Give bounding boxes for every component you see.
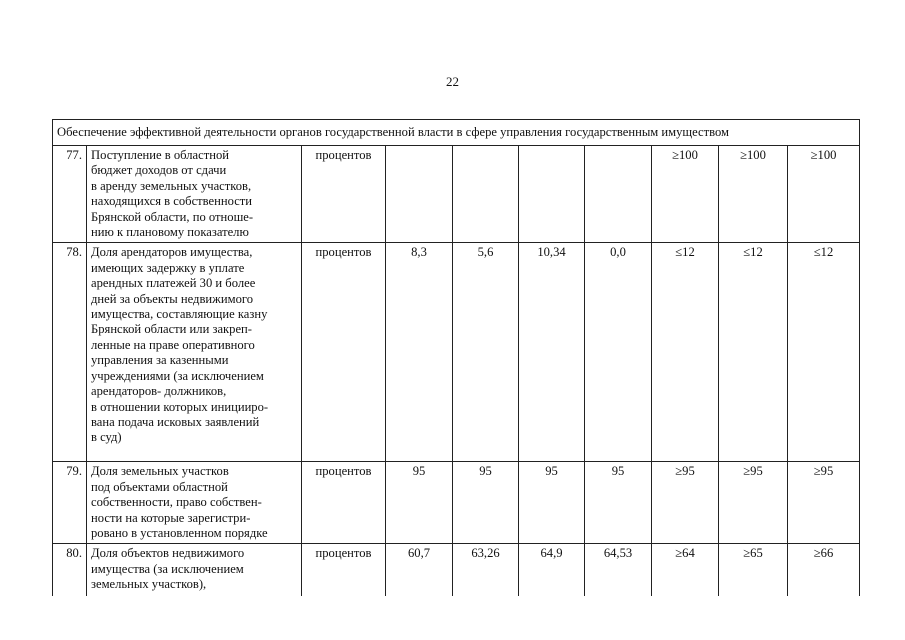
page-number: 22 [446, 74, 459, 89]
indicator-line: земельных участков), [91, 577, 207, 592]
unit-cell: процентов [302, 243, 386, 462]
section-header-row [53, 120, 860, 146]
value-cell: ≤12 [719, 243, 788, 462]
indicator-line: Доля земельных участков [91, 464, 229, 479]
indicator-line: собственности, право собствен- [91, 495, 262, 510]
value-cell: 95 [585, 462, 652, 544]
indicator-line: учреждениями (за исключением [91, 368, 264, 383]
indicator-line: Доля объектов недвижимого [91, 546, 245, 561]
value-cell: ≤12 [652, 243, 719, 462]
indicator-line: имущества, составляющие казну [91, 307, 268, 322]
value-cell: ≥66 [788, 544, 860, 597]
indicator-line: в аренду земельных участков, [91, 178, 252, 193]
indicator-line: управления за казенными [91, 353, 229, 368]
row-number: 78. [53, 243, 87, 462]
value-cell: 10,34 [519, 243, 585, 462]
indicator-line: Брянской области, по отноше- [91, 209, 254, 224]
value-cell: ≤12 [788, 243, 860, 462]
indicator-line: находящихся в собственности [91, 194, 253, 209]
table-row [53, 243, 860, 462]
indicator-line: под объектами областной [91, 479, 228, 494]
unit-cell: процентов [302, 544, 386, 597]
value-cell: 95 [519, 462, 585, 544]
indicator-line: дней за объекты недвижимого [91, 291, 254, 306]
value-cell: 8,3 [386, 243, 453, 462]
indicator-cell [87, 243, 302, 462]
value-cell: ≥95 [652, 462, 719, 544]
value-cell: ≥95 [719, 462, 788, 544]
value-cell: 95 [453, 462, 519, 544]
value-cell: ≥100 [719, 146, 788, 243]
value-cell: 0,0 [585, 243, 652, 462]
value-cell: ≥64 [652, 544, 719, 597]
indicator-line: вана подача исковых заявлений [91, 414, 260, 429]
value-cell [453, 146, 519, 243]
indicator-cell [87, 462, 302, 544]
indicator-cell [87, 146, 302, 243]
indicator-line: имущества (за исключением [91, 561, 244, 576]
indicator-line: Поступление в областной [91, 148, 229, 162]
indicator-line: ровано в установленном порядке [91, 526, 268, 541]
section-title: Обеспечение эффективной деятельности органов государственной власти в сфере управления государственным имуществом [53, 120, 860, 146]
indicator-line: арендаторов- должников, [91, 384, 227, 399]
indicator-line: бюджет доходов от сдачи [91, 163, 227, 178]
value-cell: 60,7 [386, 544, 453, 597]
indicator-line: в отношении которых иницииро- [91, 399, 269, 414]
indicator-line: ленные на праве оперативного [91, 337, 255, 352]
value-cell: ≥100 [652, 146, 719, 243]
indicator-line: нию к плановому показателю [91, 225, 249, 240]
indicator-line: Брянской области или закреп- [91, 322, 252, 337]
value-cell: ≥65 [719, 544, 788, 597]
value-cell: 5,6 [453, 243, 519, 462]
indicators-table [52, 119, 860, 596]
unit-cell: процентов [302, 146, 386, 243]
indicator-cell [87, 544, 302, 597]
table-row [53, 462, 860, 544]
value-cell: 63,26 [453, 544, 519, 597]
value-cell: 64,53 [585, 544, 652, 597]
value-cell: 64,9 [519, 544, 585, 597]
table-row [53, 146, 860, 243]
row-number: 79. [53, 462, 87, 544]
value-cell [386, 146, 453, 243]
row-number: 80. [53, 544, 87, 597]
indicator-line: Доля арендаторов имущества, [91, 245, 253, 260]
indicator-line: имеющих задержку в уплате [91, 260, 245, 275]
value-cell [519, 146, 585, 243]
table-row [53, 544, 860, 597]
indicator-line: в суд) [91, 430, 122, 445]
indicator-line: арендных платежей 30 и более [91, 276, 256, 291]
row-number: 77. [53, 146, 87, 243]
value-cell: ≥95 [788, 462, 860, 544]
value-cell: ≥100 [788, 146, 860, 243]
value-cell: 95 [386, 462, 453, 544]
indicator-line: ности на которые зарегистри- [91, 510, 251, 525]
unit-cell: процентов [302, 462, 386, 544]
value-cell [585, 146, 652, 243]
